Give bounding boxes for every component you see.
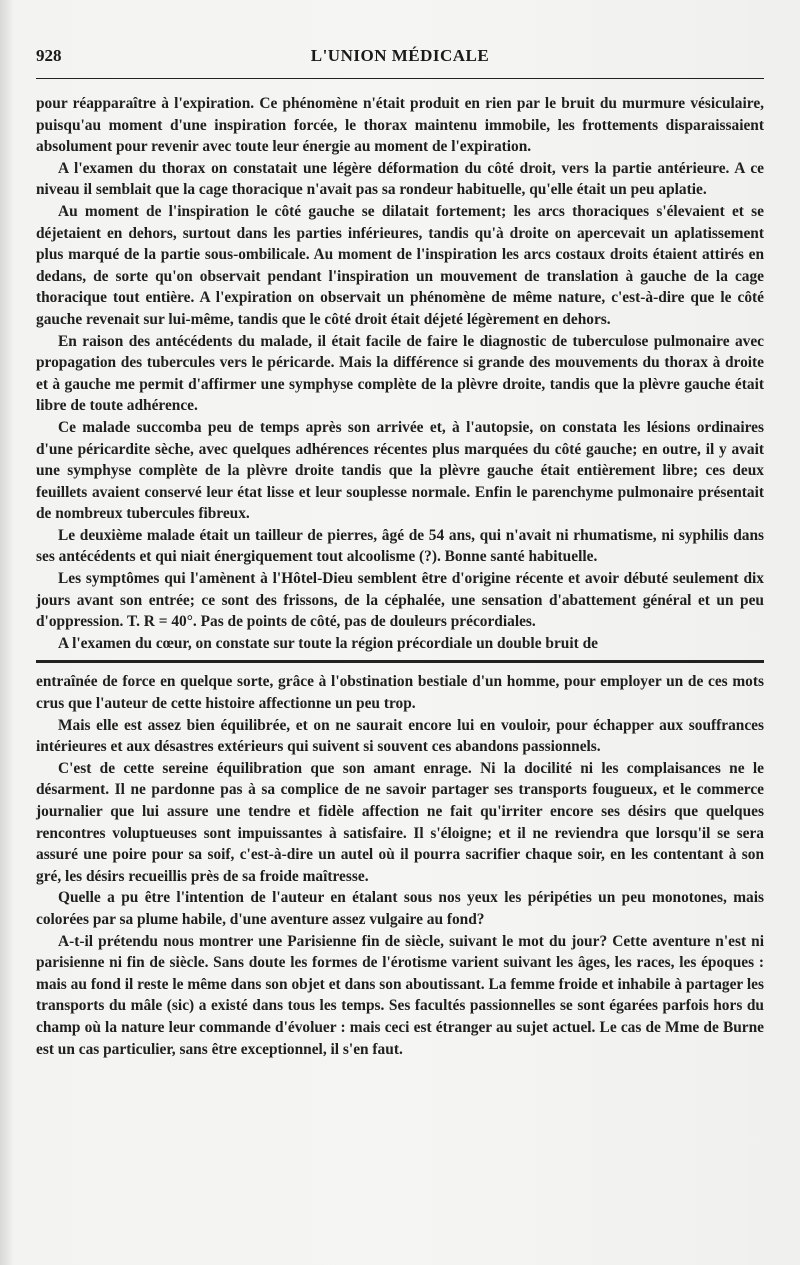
- feuilleton-paragraph: Quelle a pu être l'intention de l'auteur en étalant sous nos yeux les péripéties un peu monotones, mais colorées par sa plume habile, d'une aventure assez vulgaire au fond?: [36, 889, 764, 928]
- feuilleton-article: [36, 671, 764, 1060]
- main-paragraph: Ce malade succomba peu de temps après son arrivée et, à l'autopsie, on constata les lésions ordinaires d'une péricardite sèche, avec quelques adhérences récentes plus marquées du côté gauche; en outre, il y avait une symphyse complète de la plèvre droite tandis que la plèvre gauche était entièrement libre; ces deux feuillets avaient conservé leur état lisse et leur souplesse normale. Enfin le parenchyme pulmonaire présentait de nombreux tubercules fibreux.: [36, 418, 764, 523]
- main-paragraph: En raison des antécédents du malade, il était facile de faire le diagnostic de tuberculose pulmonaire avec propagation des tubercules vers le péricarde. Mais la différence si grande des mouvements du thorax à droite et à gauche me permit d'affirmer une symphyse complète de la plèvre droite, tandis que la plèvre gauche était libre de toute adhérence.: [36, 332, 764, 415]
- page-header: [36, 44, 764, 74]
- feuilleton-divider: [36, 660, 764, 663]
- feuilleton-paragraph: C'est de cette sereine équilibration que son amant enrage. Ni la docilité ni les complaisances ne le désarment. Il ne pardonne pas à sa complice de ne savoir partager ses transports fougueux, et le commerce journalier que lui assure une tendre et fidèle affection ne fait qu'irriter encore ses désirs que quelques rencontres voluptueuses sont impuissantes à satisfaire. Il s'éloigne; et il ne reviendra que lorsqu'il se sera assuré une poire pour sa soif, c'est-à-dire un autel où il pourra sacrifier chaque soir, en les contentant à son gré, les désirs recueillis près de sa froide maîtresse.: [36, 759, 764, 885]
- main-paragraph: A l'examen du thorax on constatait une légère déformation du côté droit, vers la partie antérieure. A ce niveau il semblait que la cage thoracique n'avait pas sa rondeur habituelle, qu'elle était un peu aplatie.: [36, 159, 764, 199]
- main-article: [36, 93, 764, 654]
- main-paragraph: pour réapparaître à l'expiration. Ce phénomène n'était produit en rien par le bruit du murmure vésiculaire, puisqu'au moment d'une inspiration forcée, le thorax maintenu immobile, les frottements disparaissaient absolument pour revenir avec toute leur énergie au moment de l'expiration.: [36, 95, 764, 156]
- journal-title: L'UNION MÉDICALE: [310, 46, 490, 65]
- page-number: 928: [36, 46, 62, 65]
- header-rule: [36, 78, 764, 79]
- main-paragraph: Les symptômes qui l'amènent à l'Hôtel-Dieu semblent être d'origine récente et avoir débuté seulement dix jours avant son entrée; ce sont des frissons, de la céphalée, une sensation d'abattement général et un peu d'oppression. T. R = 40°. Pas de points de côté, pas de douleurs précordiales.: [36, 570, 764, 631]
- feuilleton-paragraph: A-t-il prétendu nous montrer une Parisienne fin de siècle, suivant le mot du jour? Cette aventure n'est ni parisienne ni fin de siècle. Sans doute les formes de l'érotisme varient suivant les âges, les races, les époques : mais au fond il reste le même dans son objet et dans son aboutissant. La femme froide et inhabile à partager les transports du mâle (sic) a existé dans tous les temps. Ses facultés passionnelles se sont égarées parfois hors du champ où la nature leur commande d'évoluer : mais ceci est étranger au sujet actuel. Le cas de Mme de Burne est un cas particulier, sans être exceptionnel, il s'en faut.: [36, 932, 764, 1058]
- main-paragraph: Au moment de l'inspiration le côté gauche se dilatait fortement; les arcs thoraciques s'élevaient et se déjetaient en dehors, surtout dans les parties inférieures, tandis qu'à droite on apercevait un aplatissement plus marqué de la partie sous-ombilicale. Au moment de l'inspiration les arcs costaux droits étaient attirés en dedans, de sorte qu'on observait pendant l'inspiration un mouvement de translation à gauche de la cage thoracique tout entière. A l'expiration on observait un phénomène de même nature, c'est-à-dire que le côté gauche revenait sur lui-même, tandis que le côté droit était déjeté légèrement en dehors.: [36, 202, 764, 328]
- main-paragraph: A l'examen du cœur, on constate sur toute la région précordiale un double bruit de: [58, 634, 598, 652]
- main-paragraph: Le deuxième malade était un tailleur de pierres, âgé de 54 ans, qui n'avait ni rhumatisme, ni syphilis dans ses antécédents et qui niait énergiquement tout alcoolisme (?). Bonne santé habituelle.: [36, 526, 764, 566]
- feuilleton-paragraph: Mais elle est assez bien équilibrée, et on ne saurait encore lui en vouloir, pour échapper aux souffrances intérieures et aux désastres extérieurs qui suivent si souvent ces abandons passionnels.: [36, 716, 764, 756]
- feuilleton-paragraph: entraînée de force en quelque sorte, grâce à l'obstination bestiale d'un homme, pour employer un de ces mots crus que l'auteur de cette histoire affectionne un peu trop.: [36, 673, 764, 713]
